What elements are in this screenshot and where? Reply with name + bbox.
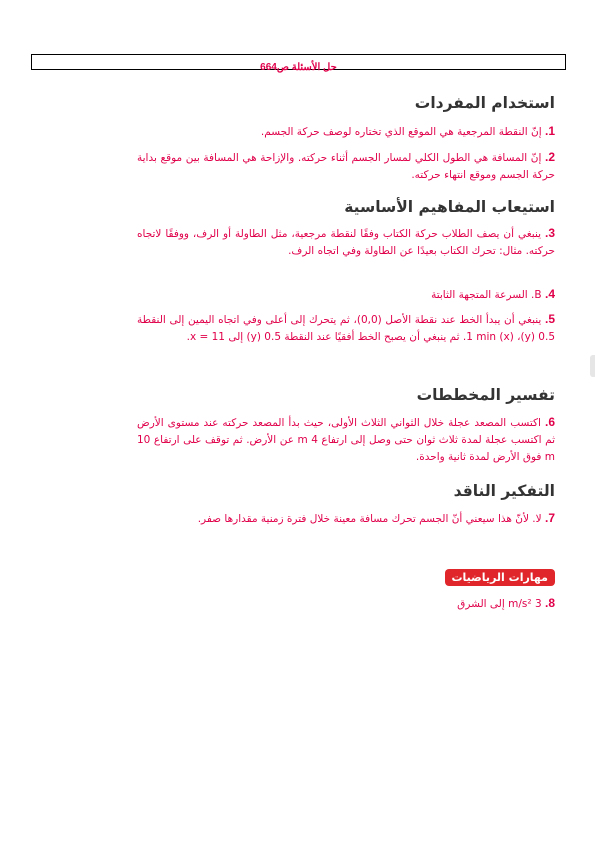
answer-item-2 [137, 149, 555, 184]
answer-number: 4. [544, 287, 555, 301]
page-title-box [31, 54, 566, 73]
answer-number: 1. [544, 124, 555, 138]
answer-number: 8. [544, 596, 555, 610]
answer-number: 2. [544, 150, 555, 164]
answer-number: 6. [544, 415, 556, 429]
answer-number: 5. [544, 312, 555, 326]
answer-text: لا. لأنّ هذا سيعني أنّ الجسم تحرك مسافة معينة خلال فترة زمنية مقدارها صفر. [197, 513, 542, 525]
section-heading-critical: التفكير الناقد [453, 482, 555, 500]
answer-item-7 [137, 510, 555, 528]
answer-item-5 [137, 311, 555, 346]
answer-text: ينبغي أن يبدأ الخط عند نقطة الأصل (0,0)، ثم يتحرك إلى أعلى وفي اتجاه اليمين إلى النقطة 0.5 (y)، 1 min (x). ثم ينبغي أن يصبح الخط أفقيًا عند النقطة 0.5 (y) إلى x = 11. [137, 314, 555, 343]
answer-item-3 [137, 225, 555, 260]
answer-text: إنّ النقطة المرجعية هي الموقع الذي تختاره لوصف حركة الجسم. [260, 126, 542, 138]
page-edge-marker [590, 355, 595, 377]
answer-number: 7. [544, 511, 555, 525]
answer-item-1 [137, 123, 555, 141]
answer-item-4 [137, 286, 555, 304]
answer-item-6 [137, 414, 555, 466]
answer-text: ينبغي أن يصف الطلاب حركة الكتاب وفقًا لنقطة مرجعية، مثل الطاولة أو الرف، ووفقًا لاتجاه حركته. مثال: تحرك الكتاب بعيدًا عن الطاولة وفي اتجاه الرف. [137, 228, 555, 257]
answer-text: 3 m/s² إلى الشرق [457, 598, 542, 610]
answer-text: اكتسب المصعد عجلة خلال الثواني الثلاث الأولى، حيث بدأ المصعد حركته عند مستوى الأرض ثم اكتسب عجلة لمدة ثلاث ثوان حتى وصل إلى ارتفاع 4 m عن الأرض. ثم توقف على ارتفاع 10 m فوق الأرض لمدة ثانية واحدة. [137, 417, 555, 463]
answer-text: B. السرعة المتجهة الثابتة [431, 289, 542, 301]
answer-text: إنّ المسافة هي الطول الكلي لمسار الجسم أثناء حركته. والإزاحة هي المسافة بين موقع بداية حركة الجسم وموقع انتهاء حركته. [137, 152, 555, 181]
section-heading-graphs: تفسير المخططات [416, 386, 555, 404]
answer-item-8 [137, 595, 555, 613]
section-badge-math: مهارات الرياضيات [445, 569, 556, 586]
answer-number: 3. [544, 226, 555, 240]
page-title: حل الأسئلة ص664 [260, 62, 337, 73]
section-heading-vocab: استخدام المفردات [414, 94, 555, 112]
section-heading-concepts: استيعاب المفاهيم الأساسية [344, 198, 555, 216]
